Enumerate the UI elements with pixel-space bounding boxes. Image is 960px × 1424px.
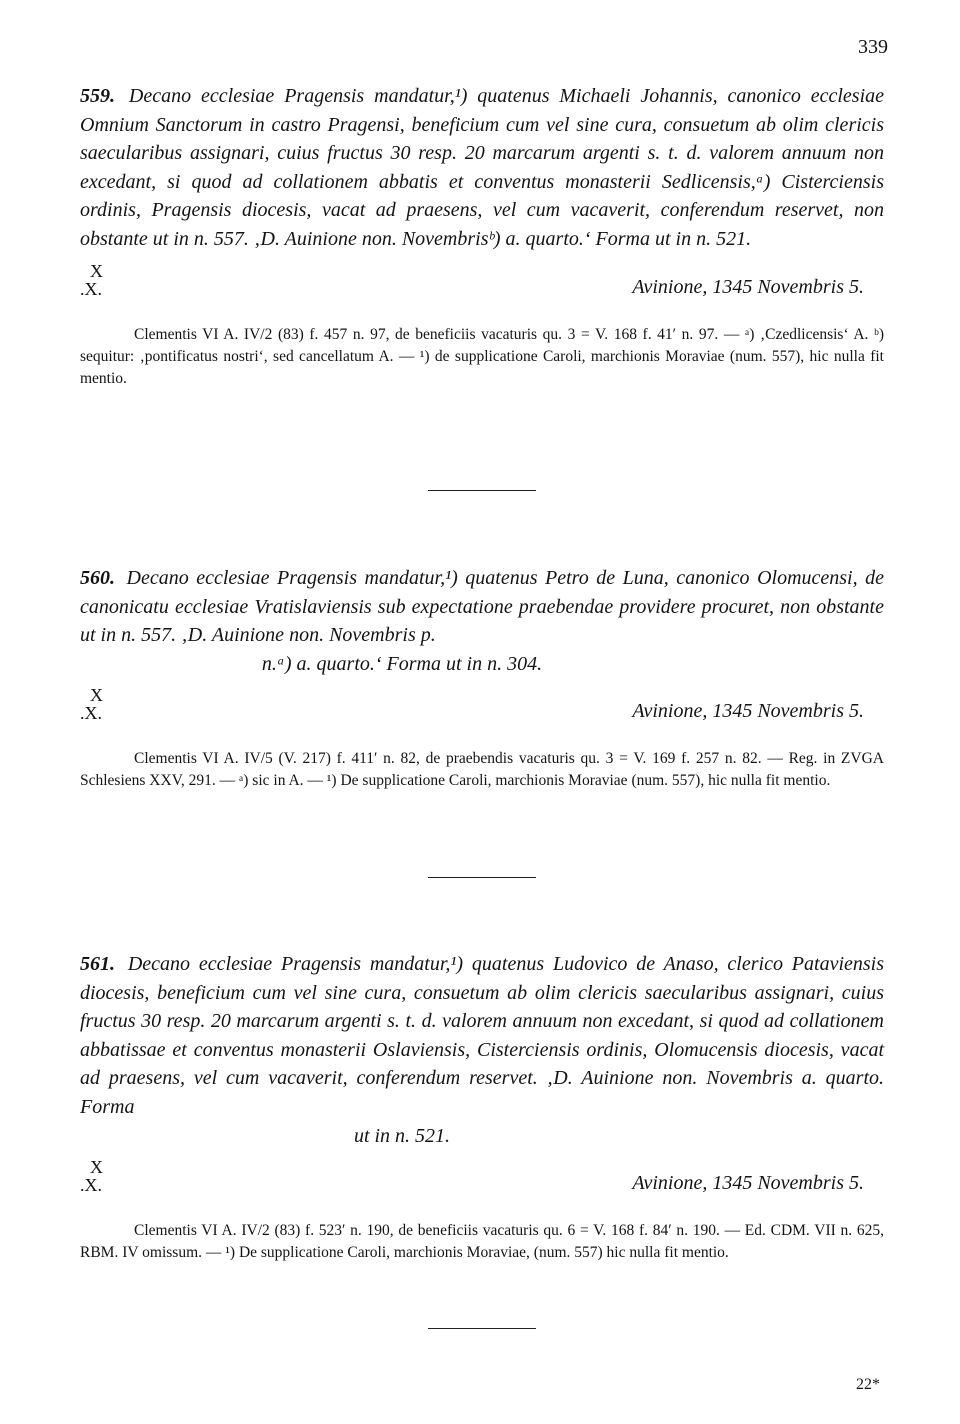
entry-tail: ut in n. 521. bbox=[353, 1124, 451, 1147]
section-divider bbox=[428, 1328, 536, 1329]
entry-body: Decano ecclesiae Pragensis mandatur,¹) quatenus Petro de Luna, canonico Olomucensi, de canonicatu ecclesiae Vratislaviensis sub expectatione praebendae providere procuret, non obstante ut in n. 557. ‚D. Auinione non. Novembris p. bbox=[80, 567, 884, 647]
signature-x-upper: X bbox=[90, 1157, 103, 1178]
entry-text bbox=[80, 564, 884, 678]
place-date: Avinione, 1345 Novembris 5. bbox=[632, 1172, 864, 1195]
entry-text bbox=[80, 950, 884, 1150]
entry-560 bbox=[80, 564, 884, 792]
entry-number: 560. bbox=[80, 567, 115, 589]
signature-x-lower: .X. bbox=[80, 278, 102, 299]
section-divider bbox=[428, 490, 536, 491]
apparatus-note bbox=[80, 1220, 884, 1264]
entry-number: 561. bbox=[80, 953, 115, 975]
signature-x-upper: X bbox=[90, 260, 103, 281]
signature-x-lower: .X. bbox=[80, 703, 102, 724]
note-text: Clementis VI A. IV/2 (83) f. 457 n. 97, de beneficiis vacaturis qu. 3 = V. 168 f. 41′ n. 97. — ᵃ) ‚Czedlicensis‘ A. ᵇ) sequitur: ‚pontificatus nostri‘, sed cancellatum A. — ¹) de supplicatione Caroli, marchionis Moraviae (num. 557), hic nulla fit mentio. bbox=[80, 325, 884, 387]
entry-body: Decano ecclesiae Pragensis mandatur,¹) quatenus Michaeli Johannis, canonico ecclesiae Omnium Sanctorum in castro Pragensi, beneficium cum vel sine cura, consuetum ab olim clericis saecularibus assignari, cuius fructus 30 resp. 20 marcarum argenti s. t. d. valorem annuum non excedant, si quod ad collationem abbatis et conventus monasterii Sedlicensis,ᵃ) Cisterciensis ordinis, Pragensis diocesis, vacat ad praesens, vel cum vacaverit, conferendum reservet, non obstante ut in n. 557. ‚D. Auinione non. Novembrisᵇ) a. quarto.‘ Forma ut in n. 521. bbox=[80, 85, 885, 250]
date-line bbox=[80, 686, 884, 730]
signature-x-upper: X bbox=[90, 685, 103, 706]
apparatus-note bbox=[80, 324, 884, 390]
entry-body: Decano ecclesiae Pragensis mandatur,¹) quatenus Ludovico de Anaso, clerico Pataviensis diocesis, beneficium cum vel sine cura, consuetum ab olim clericis saecularibus assignari, cuius fructus 30 resp. 20 marcarum argenti s. t. d. valorem annuum non excedant, si quod ad collationem abbatissae et conventus monasterii Oslaviensis, Cisterciensis ordinis, Olomucensis diocesis, vacat ad praesens, vel cum vacaverit, conferendum reservet. ‚D. Auinione non. Novembris a. quarto. Forma bbox=[80, 953, 884, 1118]
place-date: Avinione, 1345 Novembris 5. bbox=[632, 700, 864, 723]
note-text: Clementis VI A. IV/5 (V. 217) f. 411′ n. 82, de praebendis vacaturis qu. 3 = V. 169 f. 257 n. 82. — Reg. in ZVGA Schlesiens XXV, 291. — ᵃ) sic in A. — ¹) De supplicatione Caroli, marchionis Moraviae (num. 557), hic nulla fit mentio. bbox=[80, 750, 884, 790]
signature-mark: 22* bbox=[856, 1376, 880, 1393]
entry-tail: n.ᵃ) a. quarto.‘ Forma ut in n. 304. bbox=[261, 652, 543, 675]
entry-text bbox=[80, 82, 884, 254]
entry-number: 559. bbox=[80, 85, 115, 107]
entry-561 bbox=[80, 950, 884, 1264]
date-line bbox=[80, 262, 884, 306]
apparatus-note bbox=[80, 748, 884, 792]
place-date: Avinione, 1345 Novembris 5. bbox=[632, 275, 864, 298]
note-text: Clementis VI A. IV/2 (83) f. 523′ n. 190, de beneficiis vacaturis qu. 6 = V. 168 f. 84′ n. 190. — Ed. CDM. VII n. 625, RBM. IV omissum. — ¹) De supplicatione Caroli, marchionis Moraviae, (num. 557) hic nulla fit mentio. bbox=[80, 1222, 884, 1262]
date-line bbox=[80, 1158, 884, 1202]
signature-x-lower: .X. bbox=[80, 1175, 102, 1196]
entry-559 bbox=[80, 82, 884, 390]
page-number: 339 bbox=[858, 36, 888, 58]
section-divider bbox=[428, 877, 536, 878]
